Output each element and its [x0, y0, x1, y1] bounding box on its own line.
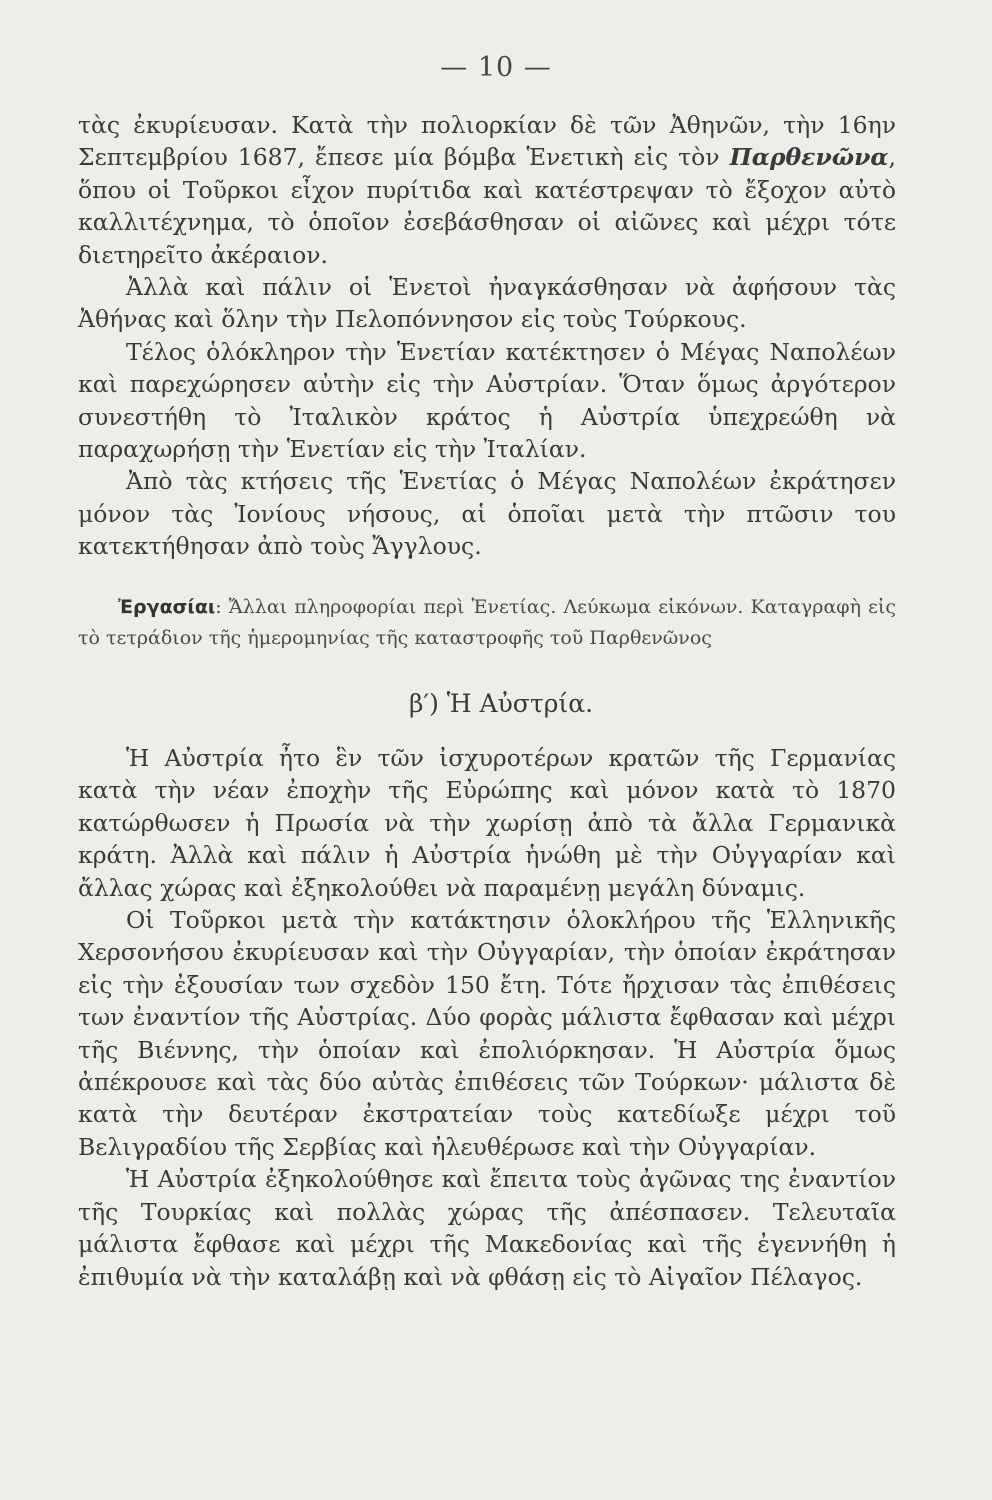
paragraph-parthenon-start: τὰς ἐκυρίευσαν. Κατὰ τὴν πολιορκίαν δὲ τῶν Ἀθηνῶν, τὴν 16ην Σεπτεμβρίου 1687, ἔπεσε μία βόμβα Ἑνετικὴ εἰς τὸν: [78, 111, 896, 172]
exercise-note: [78, 592, 896, 654]
paragraph-parthenon-end: , ὅπου οἱ Τοῦρκοι εἶχον πυρίτιδα καὶ κατέστρεψαν τὸ ἔξοχον αὐτὸ καλλιτέχνημα, τὸ ὁποῖον ἐσεβάσθησαν οἱ αἰῶνες καὶ μέχρι τότε διετηρεῖτο ἀκέραιον.: [78, 143, 896, 269]
section-venice-text: [78, 109, 896, 563]
paragraph-ionian-islands: Ἀπὸ τὰς κτήσεις τῆς Ἑνετίας ὁ Μέγας Ναπολέων ἐκράτησεν μόνον τὰς Ἰονίους νήσους, αἱ ὁποῖαι μετὰ τὴν πτῶσιν του κατεκτήθησαν ἀπὸ τοὺς Ἄγγλους.: [78, 467, 896, 561]
exercise-label: Ἐργασίαι: [118, 596, 216, 618]
parthenon-emphasis: Παρθενῶνα: [729, 143, 889, 172]
page-number: — 10 —: [440, 52, 552, 83]
paragraph-napoleon-venice: Τέλος ὁλόκληρον τὴν Ἑνετίαν κατέκτησεν ὁ Μέγας Ναπολέων καὶ παρεχώρησεν αὐτὴν εἰς τὴν Αὐστρίαν. Ὅταν ὅμως ἀργότερον συνεστήθη τὸ Ἰταλικὸν κράτος ἡ Αὐστρία ὑπεχρεώθη νὰ παραχωρήσῃ τὴν Ἑνετίαν εἰς τὴν Ἰταλίαν.: [78, 337, 896, 464]
paragraph-austria-power: Ἡ Αὐστρία ἦτο ἓν τῶν ἰσχυροτέρων κρατῶν τῆς Γερμανίας κατὰ τὴν νέαν ἐποχὴν τῆς Εὐρώπης καὶ μόνον κατὰ τὸ 1870 κατώρθωσεν ἡ Πρωσία νὰ τὴν χωρίσῃ ἀπὸ τὰ ἄλλα Γερμανικὰ κράτη. Ἀλλὰ καὶ πάλιν ἡ Αὐστρία ἡνώθη μὲ τὴν Οὐγγαρίαν καὶ ἄλλας χώρας καὶ ἐξηκολούθει νὰ παραμένῃ μεγάλη δύναμις.: [78, 744, 896, 902]
paragraph-parthenon: [78, 109, 896, 271]
paragraph-venetians-leave: Ἀλλὰ καὶ πάλιν οἱ Ἑνετοὶ ἠναγκάσθησαν νὰ ἀφήσουν τὰς Ἀθήνας καὶ ὅλην τὴν Πελοπόννησον εἰς τοὺς Τούρκους.: [78, 273, 896, 334]
section-austria-text: [78, 742, 896, 1293]
paragraph-turks-hungary: Οἱ Τοῦρκοι μετὰ τὴν κατάκτησιν ὁλοκλήρου τῆς Ἑλληνικῆς Χερσονήσου ἐκυρίευσαν καὶ τὴν Οὐγγαρίαν, τὴν ὁποίαν ἐκράτησαν εἰς τὴν ἐξουσίαν των σχεδὸν 150 ἔτη. Τότε ἤρχισαν τὰς ἐπιθέσεις των ἐναντίον τῆς Αὐστρίας. Δύο φορὰς μάλιστα ἔφθασαν καὶ μέχρι τῆς Βιέννης, τὴν ὁποίαν καὶ ἐπολιόρκησαν. Ἡ Αὐστρία ὅμως ἀπέκρουσε καὶ τὰς δύο αὐτὰς ἐπιθέσεις τῶν Τούρκων· μάλιστα δὲ κατὰ τὴν δευτέραν ἐκστρατείαν τοὺς κατεδίωξε μέχρι τοῦ Βελιγραδίου τῆς Σερβίας καὶ ἠλευθέρωσε καὶ τὴν Οὐγγαρίαν.: [78, 906, 896, 1161]
paragraph-austria-aegean: Ἡ Αὐστρία ἐξηκολούθησε καὶ ἔπειτα τοὺς ἀγῶνας της ἐναντίον τῆς Τουρκίας καὶ πολλὰς χώρας τῆς ἀπέσπασεν. Τελευταῖα μάλιστα ἔφθασε καὶ μέχρι τῆς Μακεδονίας καὶ τῆς ἐγεννήθη ἡ ἐπιθυμία νὰ τὴν καταλάβῃ καὶ νὰ φθάσῃ εἰς τὸ Αἰγαῖον Πέλαγος.: [78, 1165, 896, 1291]
section-heading-austria: β′) Ἡ Αὐστρία.: [408, 689, 594, 718]
exercise-text: : Ἄλλαι πληροφορίαι περὶ Ἑνετίας. Λεύκωμα εἰκόνων. Καταγραφὴ εἰς τὸ τετράδιον τῆς ἡμερομηνίας τῆς καταστροφῆς τοῦ Παρθενῶνος: [78, 596, 896, 649]
